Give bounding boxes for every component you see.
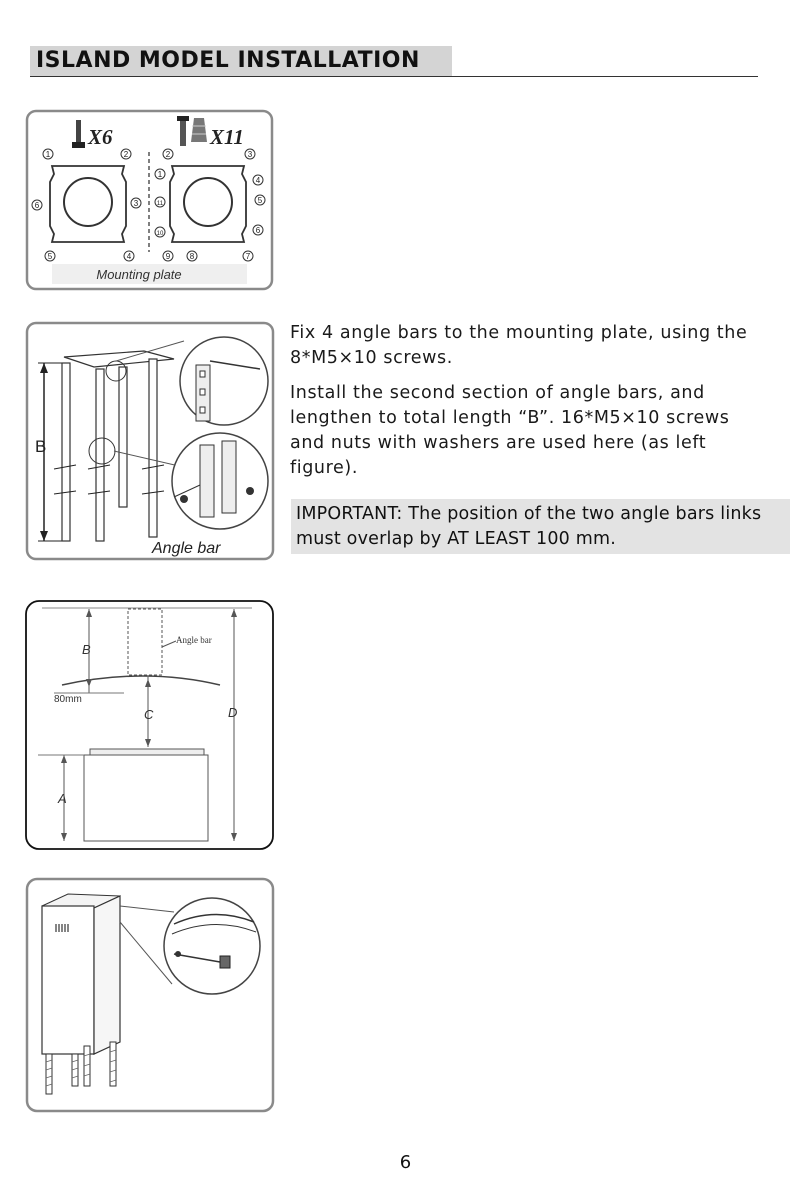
important-callout xyxy=(291,499,790,554)
callout-number: 8 xyxy=(189,252,195,261)
header-rule xyxy=(30,76,758,77)
page-number: 6 xyxy=(399,1152,412,1173)
callout-number: 9 xyxy=(165,252,171,261)
dimension-label-a: A xyxy=(58,791,67,806)
screw-count-right: X11 xyxy=(210,125,244,149)
dimension-label-d: D xyxy=(228,705,238,720)
callout-number: 1 xyxy=(45,150,51,159)
figure-caption: Angle bar xyxy=(152,540,221,557)
mounting-plate-left xyxy=(50,166,126,242)
chimney-assembly-figure xyxy=(24,876,276,1114)
dimension-label-c: C xyxy=(144,707,154,722)
screw-count-left: X6 xyxy=(88,125,113,149)
callout-number: 1 xyxy=(157,170,163,179)
callout-number: 3 xyxy=(247,150,253,159)
instruction-paragraph-2: Install the second section of angle bars, and lengthen to total length “B”. 16*M5×10 screws and nuts with washers are used here (as left figure). xyxy=(290,383,730,478)
callout-number: 2 xyxy=(123,150,129,159)
callout-number: 4 xyxy=(126,252,132,261)
section-header xyxy=(30,46,758,77)
angle-bar-label: Angle bar xyxy=(176,635,212,645)
mounting-plate-right xyxy=(170,166,246,242)
callout-number: 2 xyxy=(165,150,171,159)
important-text: IMPORTANT: The position of the two angle bars links must overlap by AT LEAST 100 mm. xyxy=(296,504,762,549)
dimension-label-b: B xyxy=(35,437,47,456)
offset-label: 80mm xyxy=(54,694,82,705)
callout-number: 5 xyxy=(257,196,263,205)
instruction-paragraph-1: Fix 4 angle bars to the mounting plate, using the 8*M5×10 screws. xyxy=(290,323,748,368)
callout-number: 4 xyxy=(255,176,261,185)
callout-number: 3 xyxy=(133,199,139,208)
callout-number: 5 xyxy=(47,252,53,261)
mounting-plate-figure xyxy=(22,104,277,294)
callout-number: 6 xyxy=(34,201,40,210)
dimension-label-b: B xyxy=(82,642,91,657)
callout-number: 7 xyxy=(245,252,251,261)
callout-number: 10 xyxy=(156,231,164,237)
callout-number: 11 xyxy=(156,201,164,207)
callout-number: 6 xyxy=(255,226,261,235)
angle-bar-figure xyxy=(24,319,276,564)
dimension-diagram-figure xyxy=(24,599,276,852)
figure-caption: Mounting plate xyxy=(96,267,182,282)
page-title: ISLAND MODEL INSTALLATION xyxy=(36,48,420,73)
